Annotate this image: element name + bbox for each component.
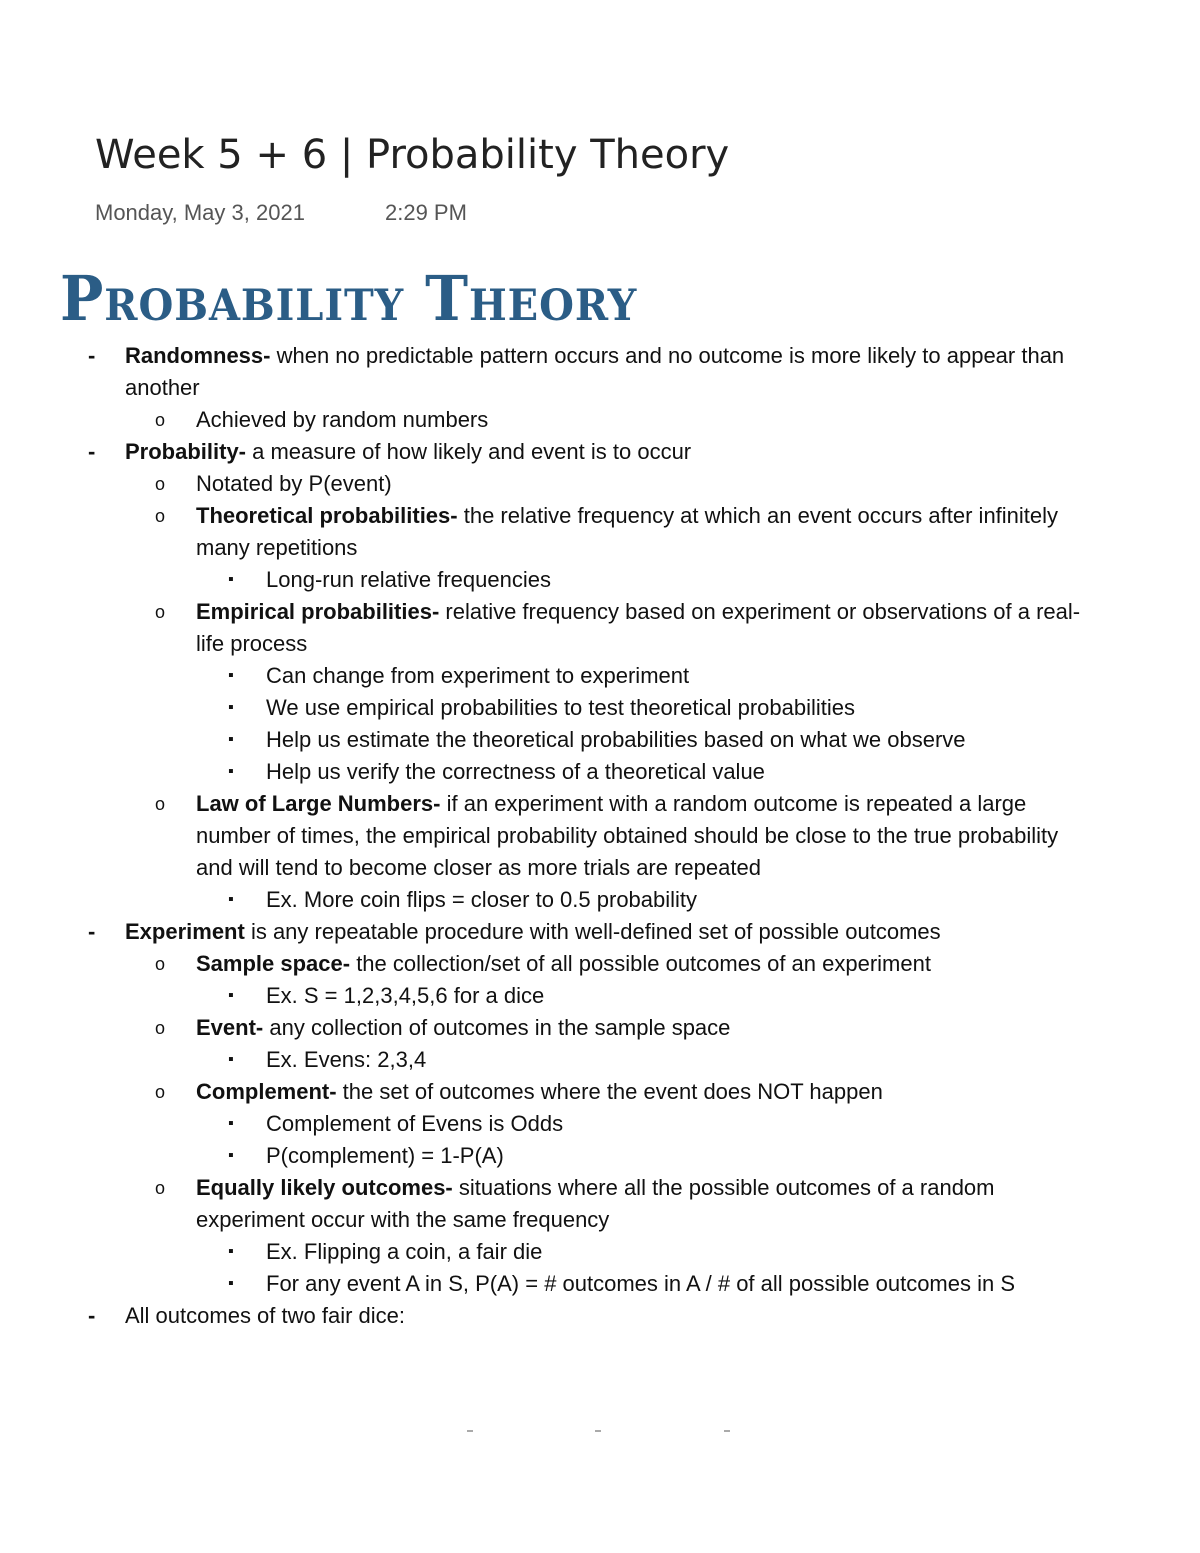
note-body: relative frequency based on experiment or observations of a real- (439, 599, 1081, 624)
faint-mark (467, 1430, 473, 1432)
note-date: Monday, May 3, 2021 (95, 200, 305, 225)
note-term: Theoretical probabilities- (196, 503, 458, 528)
note-item-level-2 (0, 500, 1200, 532)
circle-bullet-icon: o (155, 954, 166, 974)
note-body: number of times, the empirical probability obtained should be close to the true probability (196, 823, 1059, 848)
notes-list (0, 340, 1200, 1332)
note-text (196, 1076, 883, 1108)
note-text (266, 724, 966, 756)
note-term: Equally likely outcomes- (196, 1175, 453, 1200)
note-body: Achieved by random numbers (196, 407, 489, 432)
note-body: Can change from experiment to experiment (266, 663, 690, 688)
circle-bullet-icon: o (155, 506, 166, 526)
note-term: Sample space- (196, 951, 351, 976)
square-bullet-icon: ▪ (228, 1051, 234, 1068)
note-time: 2:29 PM (385, 200, 467, 225)
note-item-level-3 (0, 660, 1200, 692)
note-text (196, 1204, 609, 1236)
note-item-level-3 (0, 564, 1200, 596)
note-body: the set of outcomes where the event does NOT happen (336, 1079, 883, 1104)
note-text (266, 1044, 426, 1076)
note-body: Ex. Flipping a coin, a fair die (266, 1239, 543, 1264)
note-body: experiment occur with the same frequency (196, 1207, 610, 1232)
square-bullet-icon: ▪ (228, 891, 234, 908)
note-text (196, 948, 931, 980)
note-item-level-3 (0, 724, 1200, 756)
note-item-level-2 (0, 468, 1200, 500)
circle-bullet-icon: o (155, 1178, 166, 1198)
note-text (125, 436, 691, 468)
note-item-level-1 (0, 916, 1200, 948)
note-body: P(complement) = 1-P(A) (266, 1143, 504, 1168)
dash-bullet-icon: - (88, 919, 96, 944)
square-bullet-icon: ▪ (228, 667, 234, 684)
note-text (196, 532, 357, 564)
note-item-level-3 (0, 884, 1200, 916)
circle-bullet-icon: o (155, 1018, 166, 1038)
note-term: Probability- (125, 439, 247, 464)
note-text (196, 404, 488, 436)
note-text (266, 1108, 563, 1140)
note-text (125, 340, 1064, 372)
note-text (266, 564, 551, 596)
dash-bullet-icon: - (88, 439, 96, 464)
section-heading: Probability Theory (60, 262, 638, 335)
note-text (266, 660, 689, 692)
square-bullet-icon: ▪ (228, 1147, 234, 1164)
square-bullet-icon: ▪ (228, 731, 234, 748)
square-bullet-icon: ▪ (228, 1275, 234, 1292)
note-body: Notated by P(event) (196, 471, 392, 496)
note-term: Complement- (196, 1079, 337, 1104)
note-item-level-3 (0, 1236, 1200, 1268)
dash-bullet-icon: - (88, 1303, 96, 1328)
note-body: Ex. More coin flips = closer to 0.5 probability (266, 887, 698, 912)
note-body: situations where all the possible outcomes of a random (452, 1175, 995, 1200)
dash-bullet-icon: - (88, 343, 96, 368)
note-body: All outcomes of two fair dice: (125, 1303, 406, 1328)
circle-bullet-icon: o (155, 1082, 166, 1102)
note-item-level-1 (0, 1300, 1200, 1332)
note-text (196, 596, 1080, 628)
note-item-level-3 (0, 1044, 1200, 1076)
note-body: any collection of outcomes in the sample space (263, 1015, 731, 1040)
note-term: Experiment (125, 919, 245, 944)
note-term: Empirical probabilities- (196, 599, 440, 624)
note-continuation (0, 372, 1200, 404)
note-text (266, 1268, 1015, 1300)
faint-marks (0, 1430, 1200, 1436)
faint-mark (724, 1430, 730, 1432)
note-item-level-2 (0, 404, 1200, 436)
note-item-level-3 (0, 1140, 1200, 1172)
circle-bullet-icon: o (155, 602, 166, 622)
note-continuation (0, 628, 1200, 660)
note-body: For any event A in S, P(A) = # outcomes in A / # of all possible outcomes in S (266, 1271, 1016, 1296)
note-text (196, 820, 1058, 852)
note-body: if an experiment with a random outcome is repeated a large (440, 791, 1027, 816)
note-body: We use empirical probabilities to test theoretical probabilities (266, 695, 855, 720)
note-text (196, 500, 1058, 532)
note-text (125, 372, 200, 404)
note-item-level-2 (0, 596, 1200, 628)
square-bullet-icon: ▪ (228, 1115, 234, 1132)
note-item-level-3 (0, 1268, 1200, 1300)
note-body: is any repeatable procedure with well-defined set of possible outcomes (244, 919, 941, 944)
note-item-level-3 (0, 692, 1200, 724)
circle-bullet-icon: o (155, 410, 166, 430)
square-bullet-icon: ▪ (228, 987, 234, 1004)
note-body: when no predictable pattern occurs and no outcome is more likely to appear than (270, 343, 1065, 368)
note-text (196, 788, 1026, 820)
note-term: Randomness- (125, 343, 271, 368)
note-text (266, 980, 544, 1012)
note-text (266, 1236, 542, 1268)
note-body: the collection/set of all possible outcomes of an experiment (350, 951, 931, 976)
note-body: Help us estimate the theoretical probabilities based on what we observe (266, 727, 966, 752)
note-continuation (0, 1204, 1200, 1236)
note-text (266, 692, 855, 724)
note-item-level-3 (0, 980, 1200, 1012)
square-bullet-icon: ▪ (228, 699, 234, 716)
note-text (196, 628, 307, 660)
note-text (266, 884, 697, 916)
note-item-level-3 (0, 1108, 1200, 1140)
note-continuation (0, 820, 1200, 852)
note-text (196, 1012, 730, 1044)
page-title: Week 5 + 6 | Probability Theory (95, 132, 730, 178)
circle-bullet-icon: o (155, 474, 166, 494)
note-body: life process (196, 631, 308, 656)
note-item-level-1 (0, 436, 1200, 468)
note-body: another (125, 375, 200, 400)
faint-mark (595, 1430, 601, 1432)
note-item-level-2 (0, 1076, 1200, 1108)
note-text (125, 1300, 405, 1332)
note-body: Long-run relative frequencies (266, 567, 551, 592)
note-body: a measure of how likely and event is to occur (246, 439, 692, 464)
note-term: Event- (196, 1015, 264, 1040)
note-text (196, 468, 392, 500)
note-item-level-2 (0, 1172, 1200, 1204)
note-continuation (0, 852, 1200, 884)
note-text (196, 1172, 995, 1204)
note-body: and will tend to become closer as more trials are repeated (196, 855, 761, 880)
square-bullet-icon: ▪ (228, 763, 234, 780)
note-item-level-1 (0, 340, 1200, 372)
note-text (125, 916, 941, 948)
note-body: many repetitions (196, 535, 358, 560)
note-body: Help us verify the correctness of a theoretical value (266, 759, 765, 784)
note-item-level-2 (0, 788, 1200, 820)
note-text (266, 756, 765, 788)
note-term: Law of Large Numbers- (196, 791, 441, 816)
note-item-level-2 (0, 948, 1200, 980)
note-item-level-2 (0, 1012, 1200, 1044)
square-bullet-icon: ▪ (228, 1243, 234, 1260)
note-body: Ex. S = 1,2,3,4,5,6 for a dice (266, 983, 545, 1008)
circle-bullet-icon: o (155, 794, 166, 814)
square-bullet-icon: ▪ (228, 571, 234, 588)
note-body: Ex. Evens: 2,3,4 (266, 1047, 427, 1072)
note-body: the relative frequency at which an event occurs after infinitely (457, 503, 1059, 528)
note-text (196, 852, 761, 884)
note-continuation (0, 532, 1200, 564)
note-item-level-3 (0, 756, 1200, 788)
note-body: Complement of Evens is Odds (266, 1111, 564, 1136)
note-text (266, 1140, 504, 1172)
